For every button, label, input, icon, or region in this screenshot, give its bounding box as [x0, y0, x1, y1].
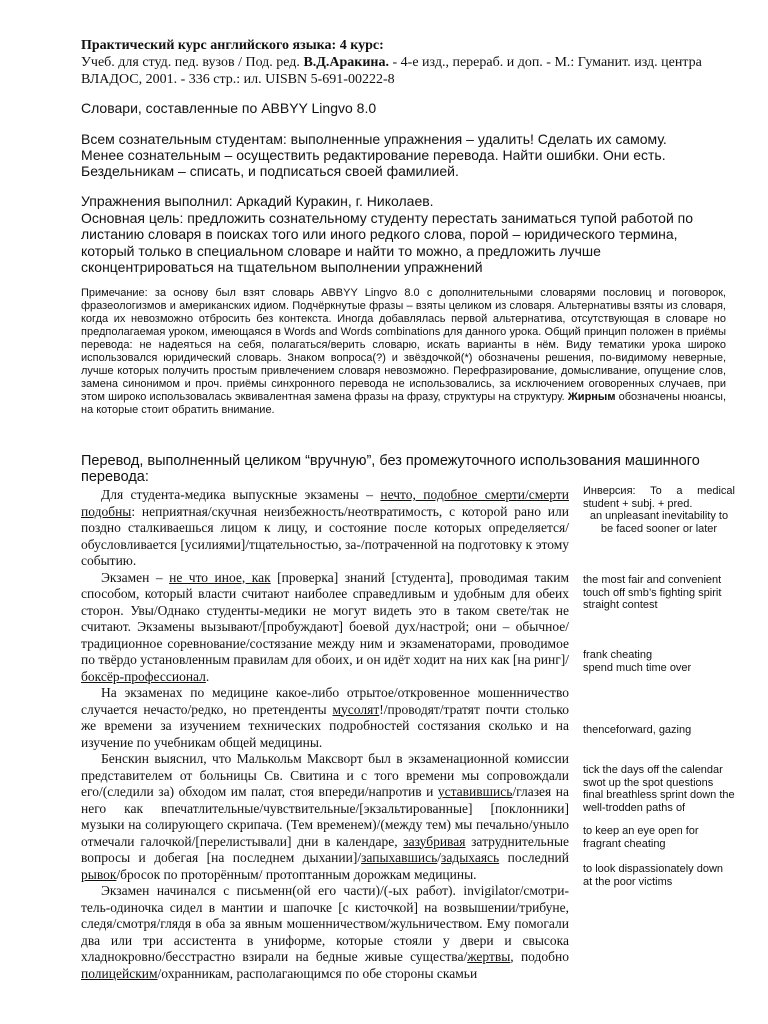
dictionaries-line: Словари, составленные по ABBYY Lingvo 8.0: [81, 100, 377, 116]
paragraph: Экзамен начинался с письменн(ой его части)/(-ых работ). invigilator/смотри-тель-одиночка сидел в мантии и шапочке [с кисточкой] на возвышении/трибуне, следя/смотря/глядя в оба за явным мошенничеством/жульничеством. Ему помогали два или три ассистента в униформе, которые стояли у двери и свысока хладнокровно/бесстрастно взирали на бедные живые существа/жертвы, подобно полицейским/охранникам, располагающимся по обе стороны скамьи: [81, 883, 569, 981]
paragraph: На экзаменах по медицине какое-либо отрытое/откровенное мошенничество случается нечасто/редко, но претенденты мусолят!/проводят/тратят почти столько же времени за изучением технических подробностей состязания сколько и на изучение по учебникам общей медицины.: [81, 685, 569, 750]
glossary-entry: frank cheating: [583, 649, 653, 661]
intro-line: Менее сознательным – осуществить редактирование перевода. Найти ошибки. Они есть.: [81, 147, 666, 163]
glossary-group: [583, 724, 735, 737]
glossary-entry: to keep an eye open for: [583, 825, 699, 837]
paragraph: Бенскин выяснил, что Малькольм Максворт был в экзаменационной комиссии представителем от больницы Св. Свитина и с того времени мы сопровождали его/(следили за) обходом им палат, стоя впереди/напротив и уставившись/глазея на него как впечатлительные/чувствительные/[экзальтированные] [поклонники] музыки на солирующего скрипача. (Тем временем)/(между тем) мы печально/уныло отмечали галочкой/[перелистывали] дни в календаре, зазубривая затруднительные вопросы и добегая [на последнем дыхании]/запыхавшись/задыхаясь последний рывок/бросок по проторённым/ протоптанным дорожкам медицины.: [81, 751, 570, 882]
glossary-entry: tick the days off the calendar: [583, 764, 723, 776]
authors-line: Упражнения выполнил: Аркадий Куракин, г. Николаев.: [81, 193, 434, 209]
book-title: Практический курс английского языка: 4 курс:: [81, 38, 384, 53]
note-paragraph: [81, 287, 726, 417]
authors-block: [81, 193, 726, 276]
glossary-entry: the most fair and convenient: [583, 574, 722, 586]
citation: [81, 54, 726, 88]
intro-line: Бездельникам – списать, и подписаться своей фамилией.: [81, 163, 459, 179]
paragraph: Экзамен – не что иное, как [проверка] знаний [студента], проводимая таким способом, который власти считают наиболее справедливым и удобным для обеих сторон. Увы/Однако студенты-медики не могут видеть это в таком свете/так не считают. Экзамены вызывают/[пробуждают] боевой дух/настрой; они – обычное/традиционное соревнование/состязание между ним и экзаменаторами, проводимое по твёрдо установленным правилам для обоих, и он идёт ходит на них как [на ринг]/боксёр-профессионал.: [81, 569, 569, 684]
citation-details: - 4-е изд., перераб. и доп. - М.: Гуманит. изд. центра ВЛАДОС, 2001. - 336 стр.: ил. UISBN 5-691-00222-8: [81, 55, 702, 87]
glossary-entry: fragrant cheating: [583, 837, 666, 850]
translation-text: [81, 487, 569, 982]
section-heading: Перевод, выполненный целиком “вручную”, без промежуточного использования машинного перевода:: [81, 453, 700, 485]
editor-name: В.Д.Аракина.: [303, 55, 390, 70]
note-bold: Жирным: [567, 391, 616, 403]
glossary-entry: spend much time over: [583, 661, 692, 674]
note-text: Примечание: за основу был взят словарь ABBYY Lingvo 8.0 с дополнительными словарями пословиц и поговорок, фразеологизмов и американских идиом. Подчёркнутые фразы – взяты целиком из словаря. Альтернативы взяты из словаря, когда их невозможно отбросить без контекста. Иногда добавлялась первой альтернатива, отсутствующая в словаре но предполагаемая уроком, имеющаяся в Words and Words combinations для данного урока. Общий принцип положен в приёмы перевода: не надеяться на себя, полагаться/верить словарю, искать варианты в нём. Виду тематики урока широко использовался юридический словарь. Знаком вопроса(?) и звёздочкой(*) обозначены решения, по-видимому неверные, лучше которых получить простым привлечением словаря невозможно. Перефразирование, домысливание, опущение слов, замена синонимом и проч. приёмы синхронного перевода не использовались, за исключением оговоренных случаев, при этом широко использовалась эквивалентная замена фразы на фразу, структуры на структуру.: [81, 287, 726, 403]
intro-block: [81, 131, 726, 179]
glossary-group: [583, 863, 735, 888]
glossary-group: [583, 485, 735, 535]
glossary-entry: an unpleasant inevitability to be faced sooner or later: [589, 510, 729, 535]
note-tail: обозначены нюансы, на которые стоит обратить внимание.: [81, 391, 727, 416]
glossary-entry: straight contest: [583, 599, 658, 611]
citation-text: Учеб. для студ. пед. вузов / Под. ред.: [81, 55, 304, 70]
goal-text: Основная цель: предложить сознательному студенту перестать заниматься тупой работой по листанию словаря в поисках того или иного редкого слова, порой – юридического термина, который только в специальном словаре и найти то можно, а предложить лучше сконцентрироваться на тщательном выполнении упражнений: [81, 209, 694, 275]
glossary-entry: to look dispassionately down at the poor victims: [583, 863, 724, 888]
glossary-entry: touch off smb’s fighting spirit: [583, 586, 722, 599]
glossary-entry: swot up the spot questions: [583, 776, 714, 789]
paragraph: Для студента-медика выпускные экзамены – нечто, подобное смерти/смерти подобны: неприятная/скучная неизбежность/неотвратимость, с которой рано или поздно сталкиваешься лицом к лицу, и состояние после которых определяется/ обусловливается [усилиями]/тщательностью, за-/потраченной на подготовку к этому событию.: [81, 487, 570, 568]
book-citation: [81, 37, 726, 88]
intro-line: Всем сознательным студентам: выполненные упражнения – удалить! Сделать их самому.: [81, 131, 667, 147]
glossary-group: [583, 649, 735, 674]
glossary-entry: Инверсия: To a medical student + subj. + pred.: [583, 485, 735, 510]
glossary-entry: thenceforward, gazing: [583, 724, 692, 736]
glossary-group: [583, 764, 735, 814]
glossary-entry: final breathless sprint down the well-trodden paths of: [583, 789, 735, 814]
glossary-group: [583, 825, 735, 850]
glossary-group: [583, 574, 735, 612]
